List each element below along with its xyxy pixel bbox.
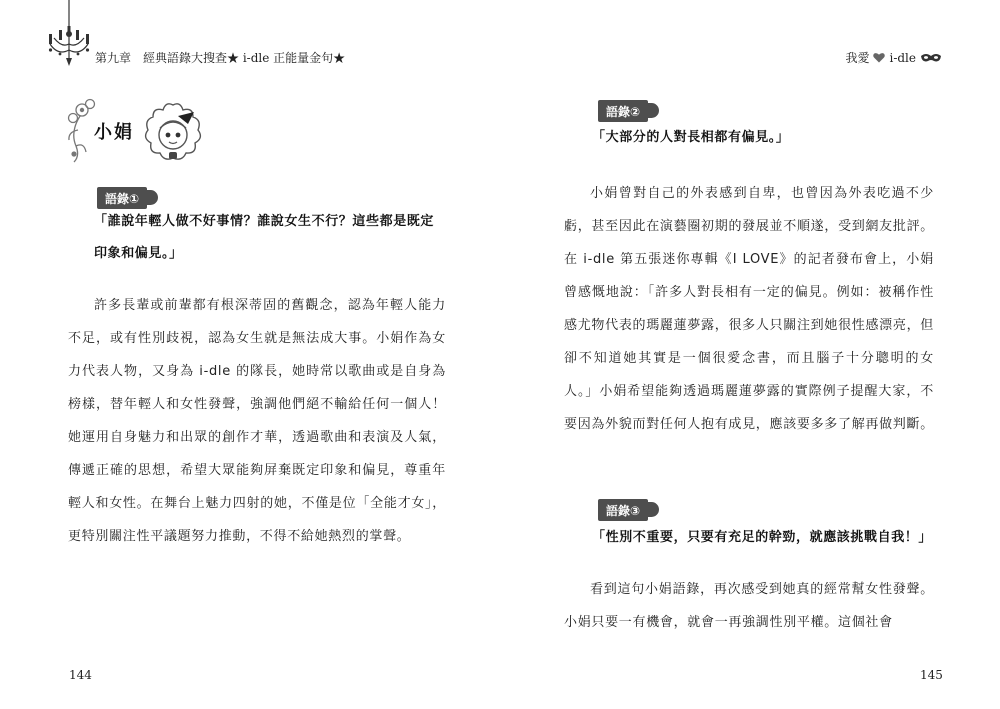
quote-tag-1: 語錄①: [97, 187, 147, 209]
quote-tag-3: 語錄③: [598, 499, 648, 521]
chandelier-icon: [46, 0, 92, 72]
body-paragraph-3: 看到這句小娟語錄，再次感受到她真的經常幫女性發聲。小娟只要一有機會，就會一再強調性別平權。這個社會: [564, 582, 934, 630]
member-name-title: 小娟: [94, 122, 134, 143]
member-heading: [66, 96, 226, 168]
right-page: [500, 0, 1000, 709]
quote-text-1: 「誰說年輕人做不好事情？誰說女生不行？這些都是既定印象和偏見。」: [94, 214, 435, 261]
running-head-right-text-2: i-dle: [889, 50, 916, 65]
quote-text-3: 「性別不重要，只要有充足的幹勁，就應該挑戰自我！」: [592, 530, 933, 545]
running-head-right: [845, 49, 942, 66]
page-number-left: 144: [69, 668, 92, 682]
running-head-right-text-1: 我愛: [845, 51, 870, 65]
quote-tag-2: 語錄②: [598, 100, 648, 122]
body-paragraph-1: 許多長輩或前輩都有根深蒂固的舊觀念，認為年輕人能力不足，或有性別歧視，認為女生就是無法成大事。小娟作為女力代表人物，又身為 i-dle 的隊長，她時常以歌曲或是自身為榜樣，替年輕人和女性發聲，強調他們絕不輸給任何一個人！她運用自身魅力和出眾的創作才華，透過歌曲和表演及人氣，傳遞正確的思想，希望大眾能夠屏棄既定印象和偏見，尊重年輕人和女性。在舞台上魅力四射的她，不僅是位「全能才女」，更特別關注性平議題努力推動，不得不給她熱烈的掌聲。: [68, 298, 446, 544]
running-head-left: 第九章 經典語錄大搜查★ i-dle 正能量金句★: [95, 51, 346, 65]
member-portrait-illustration: [142, 102, 204, 164]
mask-icon: [920, 52, 942, 64]
page-number-right: 145: [920, 668, 943, 682]
quote-text-2: 「大部分的人對長相都有偏見。」: [592, 130, 790, 145]
body-paragraph-2: 小娟曾對自己的外表感到自卑，也曾因為外表吃過不少虧，甚至因此在演藝圈初期的發展並不順遂，受到網友批評。在 i-dle 第五張迷你專輯《I LOVE》的記者發布會上，小娟曾感慨地說：「許多人對長相有一定的偏見。例如：被稱作性感尤物代表的瑪麗蓮夢露，很多人只關注到她很性感漂亮，但卻不知道她其實是一個很愛念書，而且腦子十分聰明的女人。」小娟希望能夠透過瑪麗蓮夢露的實際例子提醒大家，不要因為外貌而對任何人抱有成見，應該要多多了解再做判斷。: [564, 186, 934, 432]
heart-icon: [873, 52, 885, 63]
